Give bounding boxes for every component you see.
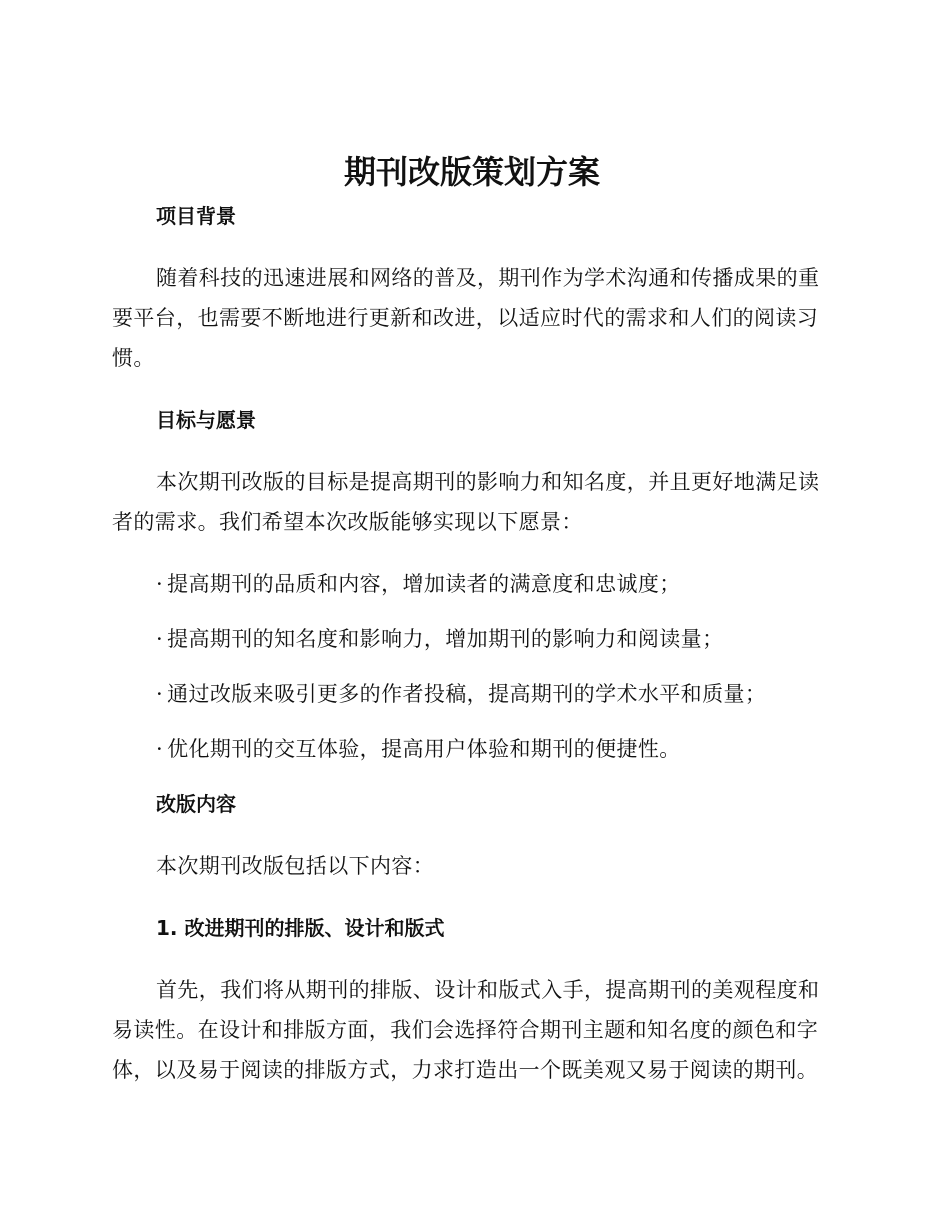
list-item [112, 625, 832, 653]
section-heading-goals: 目标与愿景 [156, 408, 256, 432]
paragraph-background: 随着科技的迅速进展和网络的普及，期刊作为学术沟通和传播成果的重要平台，也需要不断地进行更新和改进，以适应时代的需求和人们的阅读习惯。 [112, 266, 820, 370]
list-item [112, 570, 832, 598]
document-title: 期刊改版策划方案 [343, 153, 600, 191]
bullet-marker: · [156, 572, 164, 596]
bullet-marker: · [156, 682, 164, 706]
bullet-text: 提高期刊的品质和内容，增加读者的满意度和忠诚度； [167, 572, 681, 596]
list-item [112, 680, 832, 708]
paragraph-content-intro: 本次期刊改版包括以下内容： [156, 854, 435, 878]
subsection-heading-layout: 1. 改进期刊的排版、设计和版式 [156, 916, 445, 940]
document-body [112, 150, 832, 1118]
paragraph-layout: 首先，我们将从期刊的排版、设计和版式入手，提高期刊的美观程度和易读性。在设计和排版方面，我们会选择符合期刊主题和知名度的颜色和字体，以及易于阅读的排版方式，力求打造出一个既美观又易于阅读的期刊。 [112, 978, 820, 1082]
goals-bullet-list [112, 570, 832, 763]
list-item [112, 735, 832, 763]
section-heading-content: 改版内容 [156, 792, 236, 816]
bullet-marker: · [156, 737, 164, 761]
bullet-text: 提高期刊的知名度和影响力，增加期刊的影响力和阅读量； [167, 627, 724, 651]
section-heading-background: 项目背景 [156, 204, 236, 228]
bullet-marker: · [156, 627, 164, 651]
bullet-text: 通过改版来吸引更多的作者投稿，提高期刊的学术水平和质量； [167, 682, 767, 706]
bullet-text: 优化期刊的交互体验，提高用户体验和期刊的便捷性。 [167, 737, 681, 761]
paragraph-goals: 本次期刊改版的目标是提高期刊的影响力和知名度，并且更好地满足读者的需求。我们希望本次改版能够实现以下愿景： [112, 470, 820, 534]
